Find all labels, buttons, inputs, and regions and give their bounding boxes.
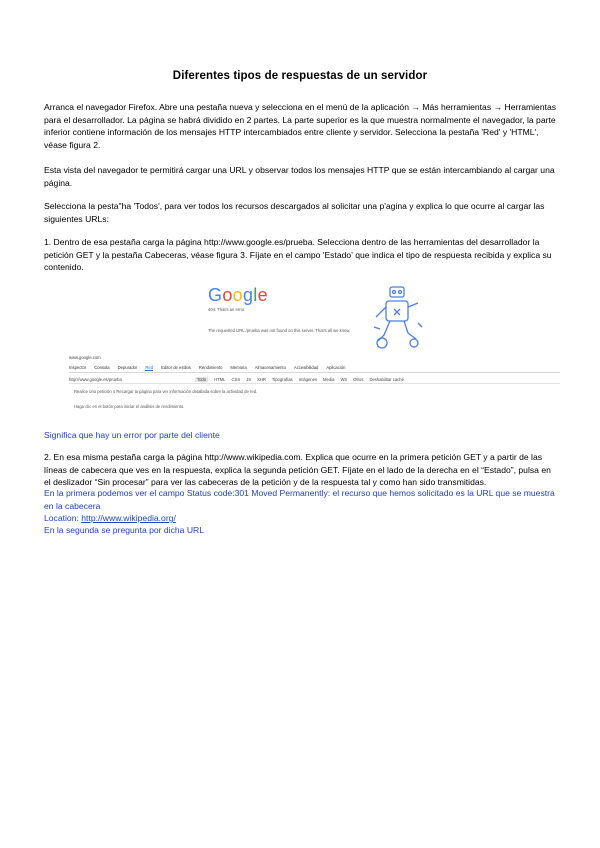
devtools-tabbar [69, 363, 560, 373]
error-message-text: The requested URL /prueba was not found on this server. That's all we know. [208, 328, 351, 333]
type-filter[interactable]: HTML [214, 376, 226, 382]
type-filter[interactable]: Tipografías [271, 376, 293, 382]
type-filter-todo[interactable]: Todo [197, 376, 207, 382]
devtools-tab[interactable]: Inspector [69, 365, 87, 370]
disable-cache-checkbox[interactable]: Deshabilitar caché [369, 376, 404, 382]
type-filter[interactable]: WS [340, 376, 348, 382]
devtools-tab[interactable]: Accesibilidad [293, 365, 319, 370]
page-title: Diferentes tipos de respuestas de un servidor [172, 70, 428, 82]
broken-robot-icon [372, 283, 424, 353]
devtools-tab[interactable]: Editor de estilos [161, 365, 191, 370]
question-1: 1. Dentro de esa pestaña carga la página http://www.google.es/prueba. Selecciona dentro de las herramientas del desarrollador la petición GET y la pestaña Cabeceras, véase figura 3. Fíjate en el campo 'Estado' que indica el tipo de respuesta recibida y explica su contenido. [44, 237, 552, 273]
devtools-tab[interactable]: Rendimiento [198, 365, 223, 370]
type-filter[interactable]: Media [323, 376, 335, 382]
devtools-tab-red[interactable]: Red [145, 364, 154, 370]
error-code-text: 404. That's an error. [208, 307, 246, 312]
type-filter[interactable]: CSS [231, 376, 241, 382]
url-bar[interactable]: www.google.com [69, 355, 101, 360]
devtools-tab[interactable]: Consola [94, 365, 110, 370]
network-filter-row [69, 375, 560, 384]
devtools-tab[interactable]: Aplicación [326, 365, 346, 370]
google-error-page [204, 285, 560, 357]
devtools-tab[interactable]: Almacenamiento [254, 365, 286, 370]
figure-screenshot [44, 285, 560, 421]
filter-input[interactable]: http://www.google.es/prueba [69, 376, 122, 382]
wikipedia-link[interactable]: http://www.wikipedia.org/ [81, 513, 176, 523]
type-filter[interactable]: JS [246, 376, 252, 382]
answer-2-line-1: En la primera podemos ver el campo Status code:301 Moved Permanently: el recurso que hemos solicitado es la URL que se muestra en la cabecera [44, 488, 555, 511]
question-2: 2. En esa misma pestaña carga la página http://www.wikipedia.com. Explica que ocurre en la primera petición GET y a partir de las líneas de cabecera que ves en la respuesta, explica la segunda petición GET. Fíjate en el lado de la derecha en el “Estado”, pulsa en el deslizador “Sin procesar” para ver las cabeceras de la petición y de la respuesta tal y como han sido transmitidas. [44, 452, 551, 488]
devtools-tab[interactable]: Depurador [117, 365, 138, 370]
intro-paragraph: Arranca el navegador Firefox. Abre una pestaña nueva y selecciona en el menú de la aplicación → Más herramientas → Herramientas para el desarrollador. La página se habrá dividido en 2 partes. La parte superior es la que muestra normalmente el navegador, la parte inferior contiene información de los mensajes HTTP intercambiados entre cliente y servidor. Selecciona la pestaña 'Red' y 'HTML', véase figura 2. [44, 102, 557, 150]
devtools-tab[interactable]: Memoria [230, 365, 247, 370]
answer-1: Significa que hay un error por parte del cliente [44, 430, 220, 440]
answer-2-line-3: En la segunda se pregunta por dicha URL [44, 525, 205, 535]
google-logo: Google [208, 285, 268, 305]
type-filter[interactable]: Imágenes [298, 376, 318, 382]
performance-hint-text: Haga clic en el botón para iniciar el análisis de rendimiento. [74, 404, 185, 409]
type-filter[interactable]: Otros [353, 376, 364, 382]
paragraph-2: Esta vista del navegador te permitirá cargar una URL y observar todos los mensajes HTTP que se están intercambiando al cargar una página. [44, 165, 555, 188]
answer-2-location [44, 512, 559, 525]
type-filter[interactable]: XHR [257, 376, 266, 382]
paragraph-3: Selecciona la pesta"ha 'Todos', para ver todos los recursos descargados al solicitar una p'agina y explica lo que ocurre al cargar las siguientes URLs: [44, 201, 545, 224]
location-label: Location: [44, 513, 82, 523]
network-hint-text: Realice una petición o Recargar la página para ver información detallada sobre la actividad de red. [74, 389, 258, 394]
